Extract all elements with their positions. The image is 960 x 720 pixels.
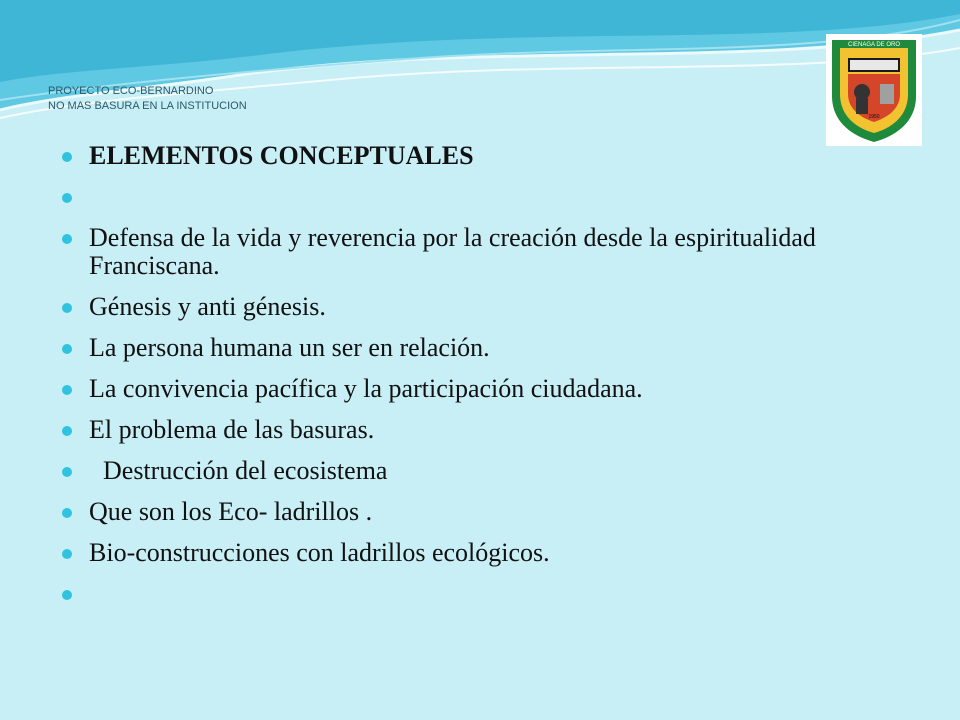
list-item bbox=[62, 457, 882, 485]
list-item-text: Destrucción del ecosistema bbox=[103, 456, 388, 485]
list-item-text: Defensa de la vida y reverencia por la creación desde la espiritualidad Franciscana. bbox=[89, 223, 816, 280]
bullet-icon bbox=[62, 508, 72, 518]
list-item-text: La persona humana un ser en relación. bbox=[89, 333, 490, 362]
list-item bbox=[62, 416, 882, 444]
bullet-icon bbox=[62, 549, 72, 559]
list-item bbox=[62, 224, 882, 280]
svg-text:1950: 1950 bbox=[868, 114, 880, 120]
school-crest-logo bbox=[826, 34, 922, 146]
bullet-icon bbox=[62, 303, 72, 313]
header-line-1: PROYECTO ECO-BERNARDINO bbox=[48, 85, 214, 97]
list-item-text: Que son los Eco- ladrillos . bbox=[89, 497, 373, 526]
header-line-2: NO MAS BASURA EN LA INSTITUCION bbox=[48, 100, 247, 112]
list-item-text: ELEMENTOS CONCEPTUALES bbox=[89, 141, 474, 170]
bullet-icon bbox=[62, 590, 72, 600]
bullet-icon bbox=[62, 467, 72, 477]
bullet-icon bbox=[62, 234, 72, 244]
list-item-text: Bio-construcciones con ladrillos ecológicos. bbox=[89, 538, 550, 567]
bullet-icon bbox=[62, 344, 72, 354]
bullet-icon bbox=[62, 426, 72, 436]
list-item bbox=[62, 498, 882, 526]
list-item bbox=[62, 334, 882, 362]
list-item-text: La convivencia pacífica y la participación ciudadana. bbox=[89, 374, 643, 403]
bullet-list bbox=[62, 142, 882, 621]
list-item bbox=[62, 539, 882, 567]
bullet-icon bbox=[62, 385, 72, 395]
bullet-icon bbox=[62, 193, 72, 203]
slide-header bbox=[48, 84, 247, 114]
list-item bbox=[62, 142, 882, 170]
bullet-icon bbox=[62, 152, 72, 162]
list-item bbox=[62, 293, 882, 321]
list-item bbox=[62, 580, 882, 608]
svg-text:CIENAGA DE ORO: CIENAGA DE ORO bbox=[847, 42, 901, 48]
list-item-text: El problema de las basuras. bbox=[89, 415, 375, 444]
list-item-text: Génesis y anti génesis. bbox=[89, 292, 326, 321]
list-item bbox=[62, 375, 882, 403]
list-item bbox=[62, 183, 882, 211]
